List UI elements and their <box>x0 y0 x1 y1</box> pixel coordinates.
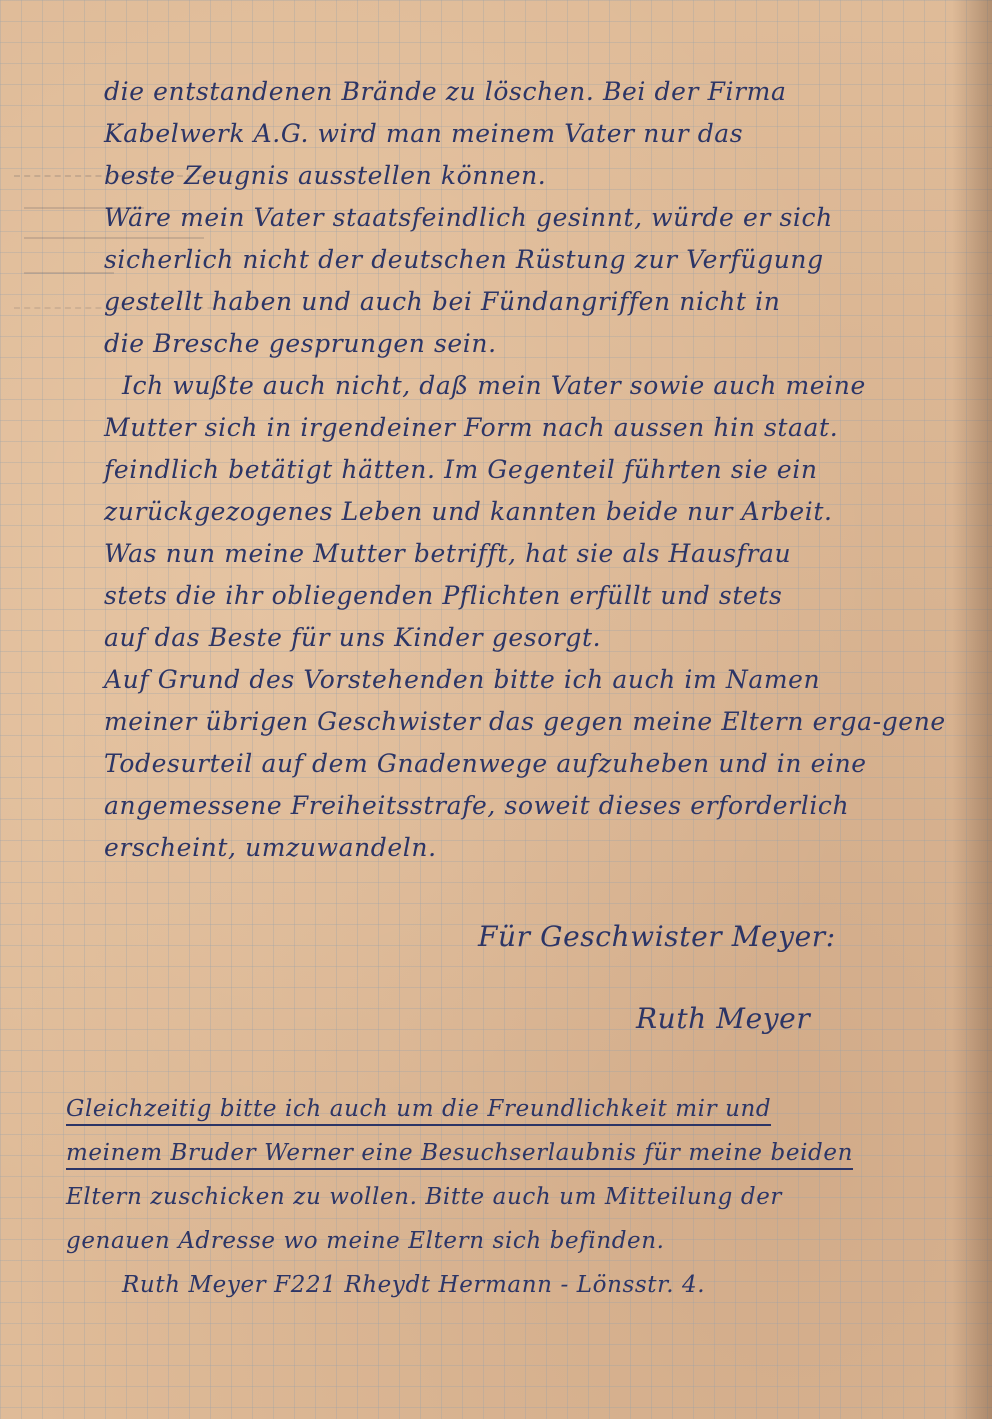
body-line: die entstandenen Brände zu löschen. Bei der Firma <box>104 77 787 106</box>
body-line: Auf Grund des Vorstehenden bitte ich auch im Namen <box>104 665 821 694</box>
body-line: meiner übrigen Geschwister das gegen meine Eltern erga-gene <box>104 707 946 736</box>
body-line: feindlich betätigt hätten. Im Gegenteil führten sie ein <box>104 455 818 484</box>
body-line: Mutter sich in irgendeiner Form nach aussen hin staat. <box>104 413 839 442</box>
body-line: Was nun meine Mutter betrifft, hat sie als Hausfrau <box>104 539 792 568</box>
body-line: sicherlich nicht der deutschen Rüstung zur Verfügung <box>104 245 824 274</box>
signature: Ruth Meyer <box>636 1002 811 1035</box>
body-line: Kabelwerk A.G. wird man meinem Vater nur das <box>104 119 744 148</box>
sender-address: Ruth Meyer F221 Rheydt Hermann - Lönsstr. 4. <box>122 1272 706 1298</box>
closing-line: Für Geschwister Meyer: <box>478 920 836 953</box>
stamp-mark <box>24 237 204 239</box>
body-line: stets die ihr obliegenden Pflichten erfüllt und stets <box>104 581 783 610</box>
postscript-line: genauen Adresse wo meine Eltern sich befinden. <box>66 1228 665 1254</box>
body-line: Wäre mein Vater staatsfeindlich gesinnt, würde er sich <box>104 203 833 232</box>
postscript-text: Gleichzeitig bitte ich auch um die Freundlichkeit mir und <box>66 1096 771 1126</box>
body-line: Ich wußte auch nicht, daß mein Vater sowie auch meine <box>122 371 866 400</box>
body-line: beste Zeugnis ausstellen können. <box>104 161 547 190</box>
body-line: erscheint, umzuwandeln. <box>104 833 437 862</box>
postscript-text: meinem Bruder Werner eine Besuchserlaubnis für meine beiden <box>66 1140 853 1170</box>
postscript-line: Eltern zuschicken zu wollen. Bitte auch um Mitteilung der <box>66 1184 783 1210</box>
page-edge-shadow <box>952 0 992 1419</box>
body-line: Todesurteil auf dem Gnadenwege aufzuheben und in eine <box>104 749 867 778</box>
body-line: angemessene Freiheitsstrafe, soweit dieses erforderlich <box>104 791 850 820</box>
body-line: zurückgezogenes Leben und kannten beide nur Arbeit. <box>104 497 833 526</box>
postscript-line <box>66 1094 771 1124</box>
body-line: die Bresche gesprungen sein. <box>104 329 497 358</box>
postscript-line <box>66 1138 853 1168</box>
stamp-mark <box>24 272 114 274</box>
body-line: gestellt haben und auch bei Fündangriffen nicht in <box>104 287 781 316</box>
body-line: auf das Beste für uns Kinder gesorgt. <box>104 623 602 652</box>
